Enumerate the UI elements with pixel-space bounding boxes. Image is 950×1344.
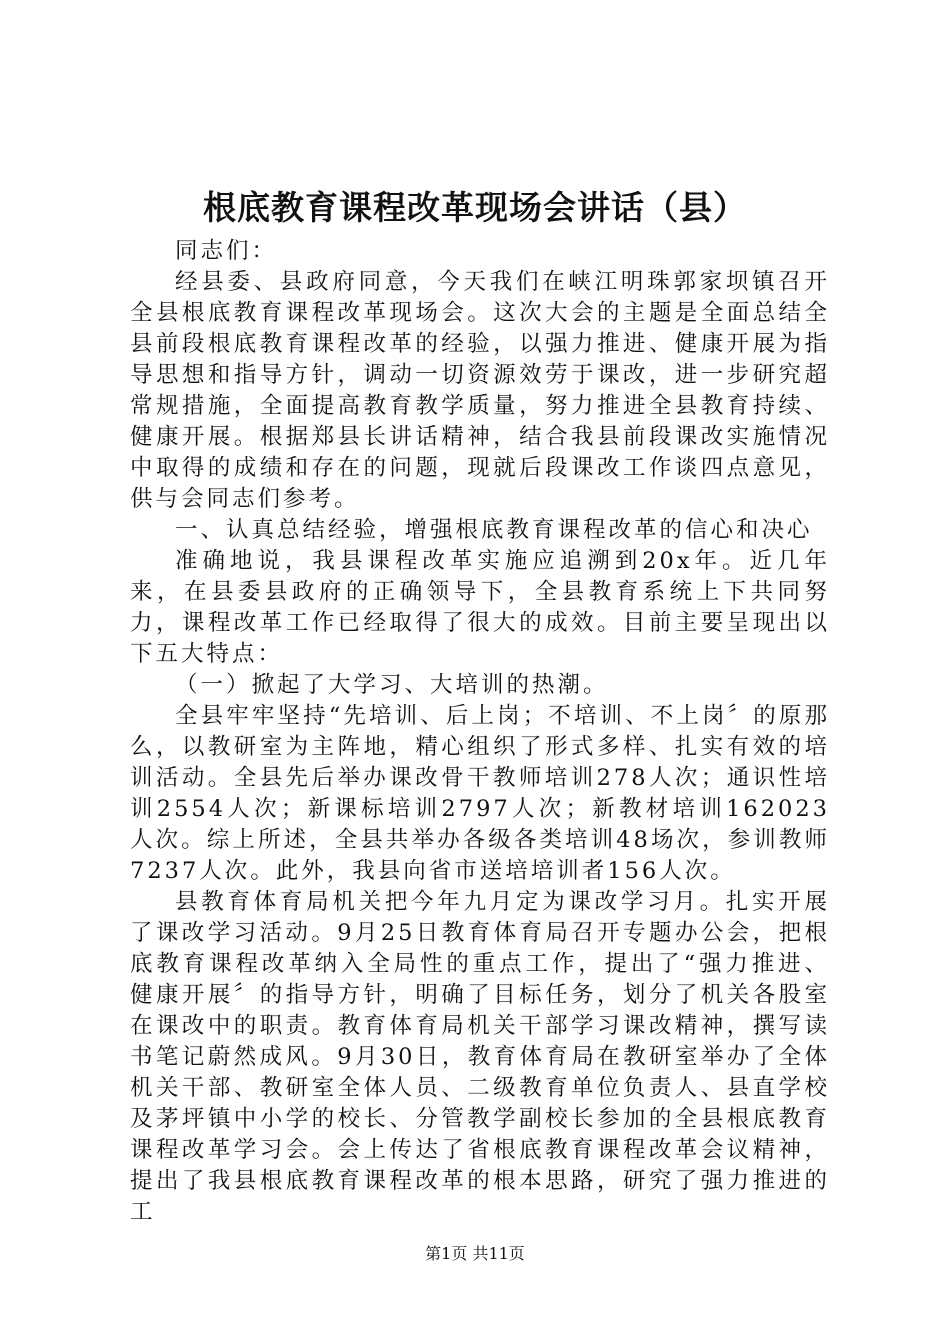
document-title: 根底教育课程改革现场会讲话（县）: [203, 188, 747, 227]
intro-paragraph: 经县委、县政府同意，今天我们在峡江明珠郭家坝镇召开全县根底教育课程改革现场会。这次大会的主题是全面总结全县前段根底教育课程改革的经验，以强力推进、健康开展为指导思想和指导方针，调动一切资源效劳于课改，进一步研究超常规措施，全面提高教育教学质量，努力推进全县教育持续、健康开展。根据郑县长讲话精神，结合我县前段课改实施情况中取得的成绩和存在的问题，现就后段课改工作谈四点意见，供与会同志们参考。: [130, 269, 830, 512]
study-month-paragraph: 县教育体育局机关把今年九月定为课改学习月。扎实开展了课改学习活动。9月25日教育体育局召开专题办公会，把根底教育课程改革纳入全局性的重点工作，提出了“强力推进、健康开展〞的指导方针，明确了目标任务，划分了机关各股室在课改中的职责。教育体育局机关干部学习课改精神，撰写读书笔记蔚然成风。9月30日，教育体育局在教研室举办了全体机关干部、教研室全体人员、二级教育单位负责人、县直学校及茅坪镇中小学的校长、分管教学副校长参加的全县根底教育课程改革学习会。会上传达了省根底教育课程改革会议精神，提出了我县根底教育课程改革的根本思路，研究了强力推进的工: [130, 889, 830, 1225]
page-footer: 第1页 共11页: [425, 1244, 525, 1263]
salutation: 同志们：: [175, 238, 278, 264]
document-body: [130, 236, 830, 1228]
background-paragraph: 准确地说，我县课程改革实施应追溯到20x年。近几年来，在县委县政府的正确领导下，全县教育系统上下共同努力，课程改革工作已经取得了很大的成效。目前主要呈现出以下五大特点：: [130, 548, 830, 667]
training-paragraph: 全县牢牢坚持“先培训、后上岗；不培训、不上岗〞的原那么，以教研室为主阵地，精心组织了形式多样、扎实有效的培训活动。全县先后举办课改骨干教师培训278人次；通识性培训2554人次；新课标培训2797人次；新教材培训162023人次。综上所述，全县共举办各级各类培训48场次，参训教师7237人次。此外，我县向省市送培培训者156人次。: [130, 703, 830, 884]
section-heading-one: 一、认真总结经验，增强根底教育课程改革的信心和决心: [175, 517, 813, 543]
subsection-heading-one: （一）掀起了大学习、大培训的热潮。: [175, 672, 609, 698]
